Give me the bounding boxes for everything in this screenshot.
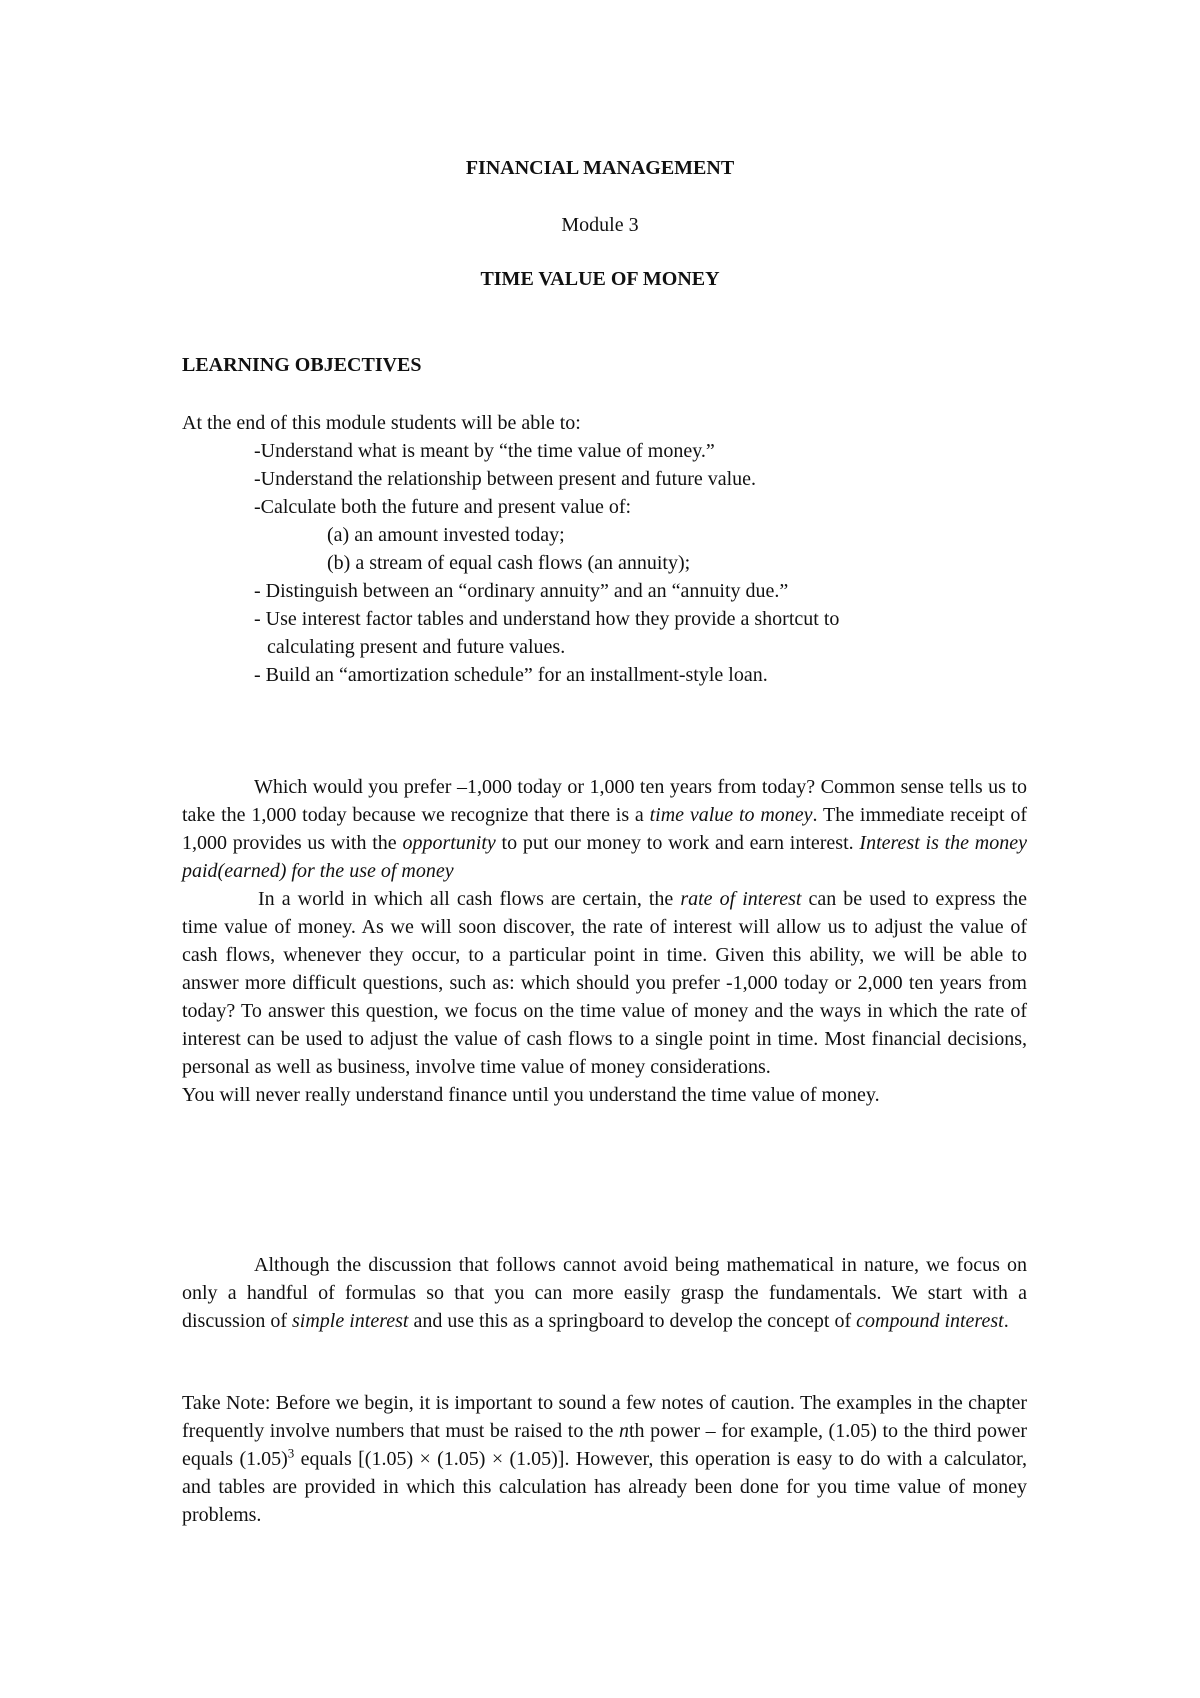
emphasis-text: time value to money: [649, 804, 813, 826]
objective-item: - Build an “amortization schedule” for an installment-style loan.: [254, 664, 768, 686]
paragraph-rate-of-interest: In a world in which all cash flows are certain, the rate of interest can be used to express the time value of money. As we will soon discover, the rate of interest will allow us to adjust the value of cash flows, whenever they occur, to a particular point in time. Given this ability, we will be able to answer more difficult questions, such as: which should you prefer -1,000 today or 2,000 ten years from today? To answer this question, we focus on the time value of money and the ways in which the rate of interest can be used to adjust the value of cash flows to a single point in time. Most financial decisions, personal as well as business, involve time value of money considerations.: [182, 888, 1027, 1078]
objective-subitem: (b) a stream of equal cash flows (an annuity);: [327, 552, 691, 574]
objective-item-continuation: calculating present and future values.: [267, 636, 566, 658]
document-title: FINANCIAL MANAGEMENT: [465, 157, 735, 179]
paragraph-understand-finance: You will never really understand finance until you understand the time value of money.: [182, 1084, 880, 1106]
objective-item: - Use interest factor tables and understand how they provide a shortcut to: [254, 608, 840, 630]
module-label: Module 3: [561, 214, 639, 236]
body-paragraphs-intro: [182, 773, 1027, 1109]
paragraph-mathematical: Although the discussion that follows cannot avoid being mathematical in nature, we focus on only a handful of formulas so that you can more easily grasp the fundamentals. We start with a discussion of simple interest and use this as a springboard to develop the concept of compound interest.: [182, 1254, 1027, 1332]
emphasis-text: rate of interest: [680, 888, 802, 910]
superscript: 3: [287, 1445, 295, 1461]
emphasis-text: compound interest: [856, 1310, 1004, 1332]
paragraph-time-value: Which would you prefer –1,000 today or 1,000 ten years from today? Common sense tells us to take the 1,000 today because we recognize that there is a time value to money. The immediate receipt of 1,000 provides us with the opportunity to put our money to work and earn interest. Interest is the money paid(earned) for the use of money: [182, 776, 1028, 882]
objectives-intro: At the end of this module students will be able to:: [182, 412, 581, 434]
objectives-list: [182, 437, 1042, 689]
emphasis-text: simple interest: [292, 1310, 409, 1332]
objectives-heading: LEARNING OBJECTIVES: [182, 354, 422, 376]
paragraph-take-note: Take Note: Before we begin, it is important to sound a few notes of caution. The examples in the chapter frequently involve numbers that must be raised to the nth power – for example, (1.05) to the third power equals $(1.05)^3$ equals [(1.05) × (1.05) × (1.05)]. However, this operation is easy to do with a calculator, and tables are provided in which this calculation has already been done for you time value of money problems.: [182, 1392, 1028, 1526]
document-subtitle: TIME VALUE OF MONEY: [480, 268, 720, 290]
objective-item: -Understand the relationship between present and future value.: [254, 468, 757, 490]
objective-item: -Understand what is meant by “the time value of money.”: [254, 440, 715, 462]
emphasis-text: n: [618, 1420, 629, 1442]
objective-subitem: (a) an amount invested today;: [327, 524, 565, 546]
objective-item: -Calculate both the future and present value of:: [254, 496, 632, 518]
objective-item: - Distinguish between an “ordinary annuity” and an “annuity due.”: [254, 580, 789, 602]
emphasis-text: Interest is the money paid(earned) for the use of money: [182, 832, 1028, 882]
emphasis-text: opportunity: [402, 832, 496, 854]
